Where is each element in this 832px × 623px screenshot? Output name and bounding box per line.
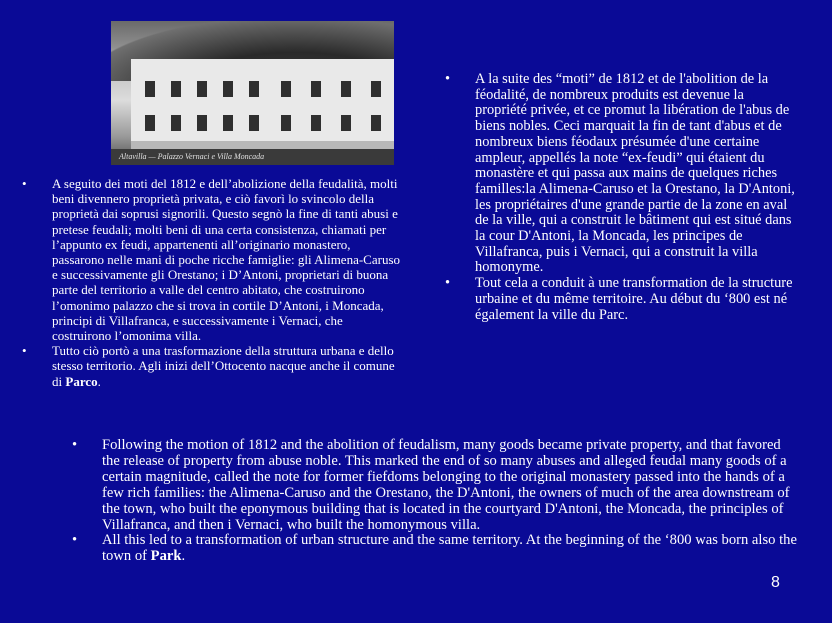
french-paragraph-2: • Tout cela a conduit à une transformation de la structure urbaine et du même territoire. Au début du ‘800 est né également la ville du Parc. [445,276,797,323]
page-number: 8 [771,574,780,591]
italian-text-list [22,176,402,389]
english-p2-text: All this led to a transformation of urban structure and the same territory. At the beginning of the ‘800 was born also the town of [102,532,797,565]
english-p2-end: . [181,548,186,565]
historic-building-photo [111,21,394,165]
italian-paragraph-2 [22,343,402,389]
english-text-list [72,438,802,565]
italian-paragraph-1: • A seguito dei moti del 1812 e dell’abolizione della feudalità, molti beni divennero proprietà privata, e ciò favorì lo svincolo della proprietà dai soprusi signorili. Questo segnò la fine di tanti abusi e pretese feudali; molti beni di una certa consistenza, chiamati per l’appunto ex feudi, appartenenti all’originario monastero, passarono nelle mani di poche ricche famiglie: gli Alimena-Caruso e successivamente gli Orestano; i D’Antoni, proprietari di buona parte del territorio a valle del centro abitato, che costruirono l’omonimo palazzo che si trova in cortile D’Antoni, i Moncada, principi di Villafranca, e successivamente i Vernaci, che costruirono l’omonima villa. [22,176,402,343]
italian-p2-end: . [97,373,101,389]
english-p2-bold: Park [150,548,182,565]
english-paragraph-1: • Following the motion of 1812 and the abolition of feudalism, many goods became private property, and that favored the release of property from abuse noble. This marked the end of so many abuses and alleged feudal many goods of a certain magnitude, called the note for former fiefdoms belonging to the original monastery passed into the hands of a few rich families: the Alimena-Caruso and the Orestano, the D'Antoni, the owners of much of the area downstream of the town, who built the eponymous building that is located in the courtyard D'Antoni, the Moncada, the principles of Villafranca, and then i Vernaci, who built the homonymous villa. [72,438,802,533]
french-paragraph-1: • A la suite des “moti” de 1812 et de l'abolition de la féodalité, de nombreux produits est devenue la propriété privée, et ce promut la libération de l'abus de biens nobles. Ceci marquait la fin de tant d'abus et de nombreux biens féodaux présumée d'une certaine ampleur, appellés la note “ex-feudi” qui étaient du monastère et qui passa aux mains de quelques riches familles:la Alimena-Caruso et la Orestano, la D'Antoni, les propriétaires d'une grande partie de la zone en aval de la ville, qui a construit le bâtiment qui est situé dans la cour D'Antoni, la Moncada, les principes de Villafranca, puis i Vernaci, qui a construit la villa homonyme. [445,72,797,276]
english-paragraph-2 [72,533,802,565]
french-text-list [445,72,797,323]
italian-p2-text: Tutto ciò portò a una trasformazione della struttura urbana e dello stesso territorio. Agli inizi dell’Ottocento nacque anche il comune di [52,343,395,389]
italian-p2-bold: Parco [65,373,98,389]
photo-building [131,59,394,151]
photo-caption: Altavilla — Palazzo Vernaci e Villa Moncada [119,152,265,161]
